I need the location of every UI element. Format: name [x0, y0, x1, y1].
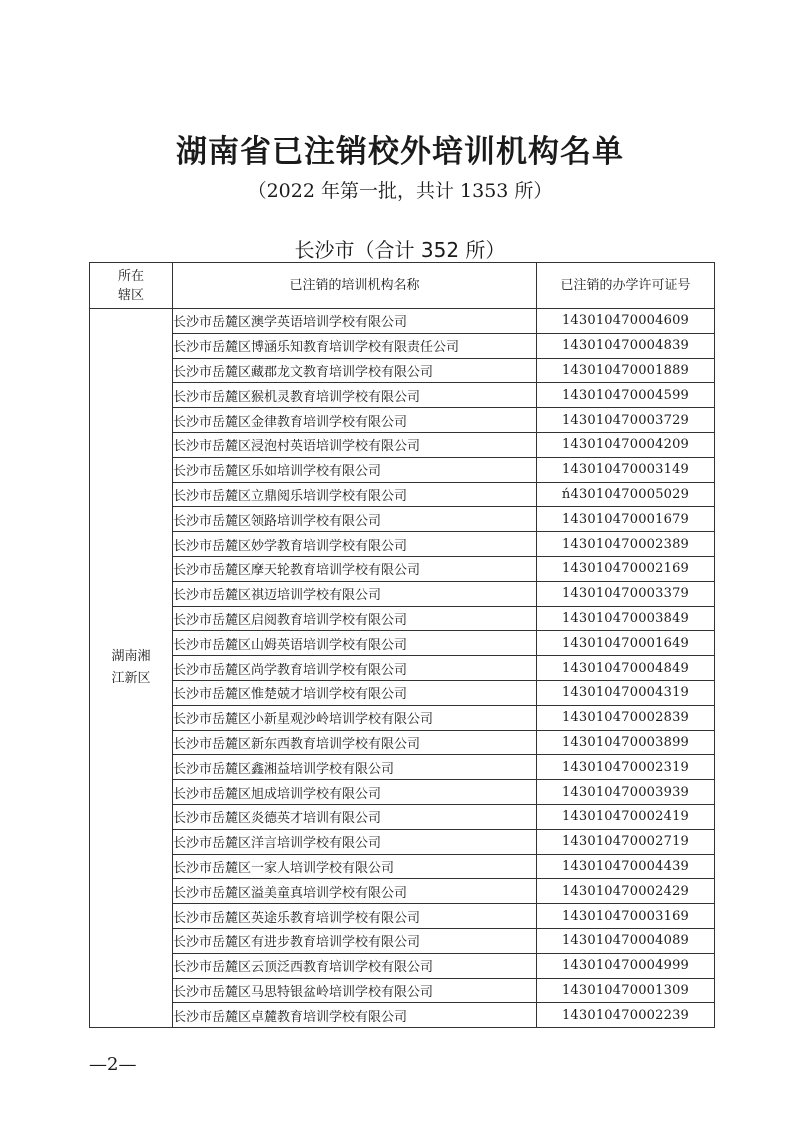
institution-name: 长沙市岳麓区启阅教育培训学校有限公司 [173, 606, 537, 631]
institution-name: 长沙市岳麓区溢美童真培训学校有限公司 [173, 879, 537, 904]
license-number: 143010470004849 [537, 656, 715, 681]
table-row [90, 854, 715, 879]
license-number: 143010470002419 [537, 804, 715, 829]
table-row [90, 730, 715, 755]
institution-name: 长沙市岳麓区马思特银盆岭培训学校有限公司 [173, 978, 537, 1003]
license-number: 143010470003149 [537, 457, 715, 482]
institution-name: 长沙市岳麓区炎德英才培训有限公司 [173, 804, 537, 829]
license-number: 143010470002319 [537, 755, 715, 780]
table-row [90, 829, 715, 854]
institution-name: 长沙市岳麓区洋言培训学校有限公司 [173, 829, 537, 854]
table-header-row [90, 263, 715, 309]
license-number: 143010470004599 [537, 383, 715, 408]
institution-name: 长沙市岳麓区有进步教育培训学校有限公司 [173, 928, 537, 953]
institution-name: 长沙市岳麓区金律教育培训学校有限公司 [173, 408, 537, 433]
table-row [90, 780, 715, 805]
license-number: 143010470004839 [537, 333, 715, 358]
table-row [90, 705, 715, 730]
institution-name: 长沙市岳麓区惟楚兢才培训学校有限公司 [173, 680, 537, 705]
table-row [90, 755, 715, 780]
table-row [90, 928, 715, 953]
table-row [90, 978, 715, 1003]
section-title: 长沙市（合计 352 所） [294, 238, 506, 262]
license-number: 143010470002429 [537, 879, 715, 904]
institution-name: 长沙市岳麓区浸泡村英语培训学校有限公司 [173, 432, 537, 457]
table-row [90, 383, 715, 408]
license-number: ń43010470005029 [537, 482, 715, 507]
header-name: 已注销的培训机构名称 [173, 263, 537, 309]
license-number: 143010470002239 [537, 1003, 715, 1028]
license-number: 143010470001889 [537, 358, 715, 383]
institution-name: 长沙市岳麓区猴机灵教育培训学校有限公司 [173, 383, 537, 408]
license-number: 143010470001309 [537, 978, 715, 1003]
table-row [90, 879, 715, 904]
table-row [90, 556, 715, 581]
table-row [90, 457, 715, 482]
table-row [90, 1003, 715, 1028]
page-number: —2— [89, 1054, 137, 1075]
institution-name: 长沙市岳麓区博涵乐知教育培训学校有限责任公司 [173, 333, 537, 358]
license-number: 143010470001649 [537, 631, 715, 656]
institution-name: 长沙市岳麓区立鼎阅乐培训学校有限公司 [173, 482, 537, 507]
institution-name: 长沙市岳麓区英途乐教育培训学校有限公司 [173, 904, 537, 929]
table-row [90, 309, 715, 334]
license-number: 143010470004319 [537, 680, 715, 705]
license-number: 143010470001679 [537, 507, 715, 532]
header-license: 已注销的办学许可证号 [537, 263, 715, 309]
license-number: 143010470003729 [537, 408, 715, 433]
table-row [90, 358, 715, 383]
table-row [90, 656, 715, 681]
license-number: 143010470004089 [537, 928, 715, 953]
license-number: 143010470003939 [537, 780, 715, 805]
institution-table [89, 262, 715, 1028]
license-number: 143010470004209 [537, 432, 715, 457]
institution-name: 长沙市岳麓区妙学教育培训学校有限公司 [173, 532, 537, 557]
institution-name: 长沙市岳麓区祺迈培训学校有限公司 [173, 581, 537, 606]
institution-name: 长沙市岳麓区新东西教育培训学校有限公司 [173, 730, 537, 755]
license-number: 143010470004609 [537, 309, 715, 334]
institution-name: 长沙市岳麓区山姆英语培训学校有限公司 [173, 631, 537, 656]
district-cell: 湖南湘 江新区 [90, 309, 173, 1028]
institution-name: 长沙市岳麓区澳学英语培训学校有限公司 [173, 309, 537, 334]
license-number: 143010470003379 [537, 581, 715, 606]
table-row [90, 606, 715, 631]
license-number: 143010470003169 [537, 904, 715, 929]
table-row [90, 904, 715, 929]
document-subtitle: （2022 年第一批，共计 1353 所） [247, 180, 553, 202]
table-row [90, 333, 715, 358]
institution-name: 长沙市岳麓区一家人培训学校有限公司 [173, 854, 537, 879]
institution-name: 长沙市岳麓区尚学教育培训学校有限公司 [173, 656, 537, 681]
institution-name: 长沙市岳麓区藏郡龙文教育培训学校有限公司 [173, 358, 537, 383]
license-number: 143010470002389 [537, 532, 715, 557]
table-row [90, 432, 715, 457]
institution-name: 长沙市岳麓区鑫湘益培训学校有限公司 [173, 755, 537, 780]
license-number: 143010470002839 [537, 705, 715, 730]
institution-name: 长沙市岳麓区小新星观沙岭培训学校有限公司 [173, 705, 537, 730]
table-row [90, 408, 715, 433]
institution-name: 长沙市岳麓区旭成培训学校有限公司 [173, 780, 537, 805]
license-number: 143010470002169 [537, 556, 715, 581]
table-row [90, 581, 715, 606]
institution-name: 长沙市岳麓区乐如培训学校有限公司 [173, 457, 537, 482]
license-number: 143010470003849 [537, 606, 715, 631]
document-title: 湖南省已注销校外培训机构名单 [176, 134, 624, 170]
table-row [90, 482, 715, 507]
license-number: 143010470003899 [537, 730, 715, 755]
table-row [90, 953, 715, 978]
license-number: 143010470004439 [537, 854, 715, 879]
institution-name: 长沙市岳麓区领路培训学校有限公司 [173, 507, 537, 532]
table-row [90, 507, 715, 532]
institution-name: 长沙市岳麓区云顶泛西教育培训学校有限公司 [173, 953, 537, 978]
table-row [90, 804, 715, 829]
table-row [90, 532, 715, 557]
institution-name: 长沙市岳麓区卓麓教育培训学校有限公司 [173, 1003, 537, 1028]
header-district: 所在 辖区 [90, 263, 173, 309]
license-number: 143010470002719 [537, 829, 715, 854]
table-row [90, 680, 715, 705]
institution-name: 长沙市岳麓区摩天轮教育培训学校有限公司 [173, 556, 537, 581]
table-row [90, 631, 715, 656]
license-number: 143010470004999 [537, 953, 715, 978]
